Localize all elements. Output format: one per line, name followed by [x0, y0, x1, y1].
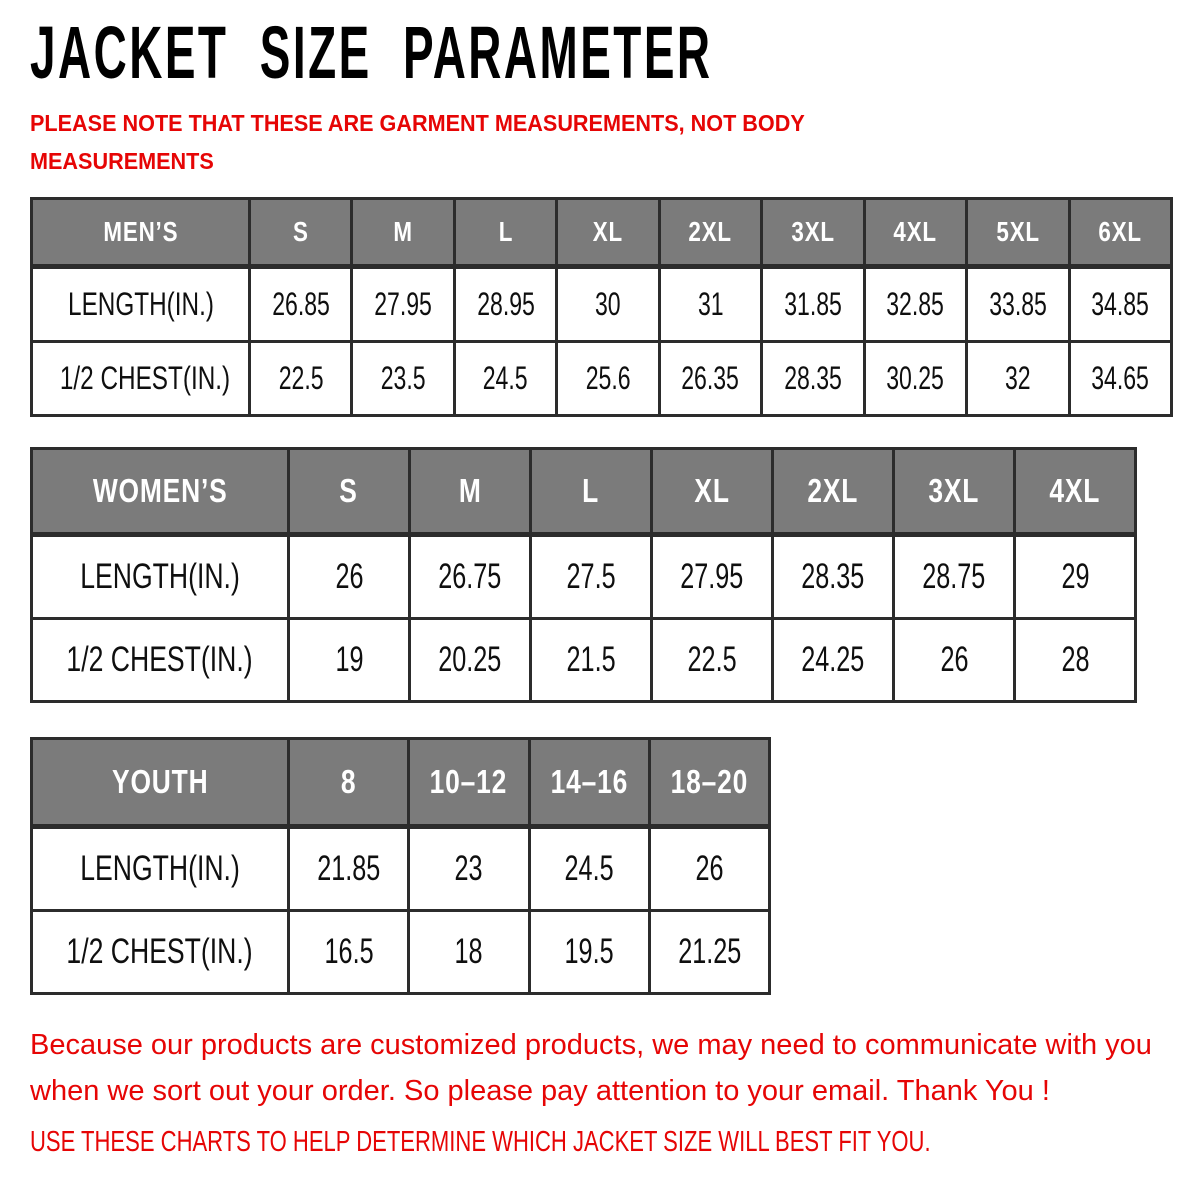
value-cell: [289, 827, 409, 911]
size-header-cell: [1069, 199, 1172, 267]
row-label-cell: [32, 911, 289, 994]
measurement-value: 34.65: [1091, 360, 1150, 396]
measurement-value: 24.5: [483, 360, 529, 396]
measurement-value: 32: [1004, 360, 1031, 396]
size-header-label: 3XL: [928, 472, 980, 509]
value-cell: [659, 342, 761, 416]
measurement-row: [32, 911, 770, 994]
value-cell: [773, 535, 894, 619]
measurement-value: 25.6: [585, 360, 631, 396]
measurement-value: 16.5: [324, 932, 374, 971]
size-header-label: 10–12: [430, 763, 508, 800]
measurement-value: 20.25: [438, 640, 502, 679]
size-header-cell: [773, 449, 894, 535]
row-label-cell: [32, 267, 250, 342]
value-cell: [652, 535, 773, 619]
measurement-row: [32, 535, 1136, 619]
size-header-cell: [289, 739, 409, 827]
value-cell: [289, 911, 409, 994]
header-row: [32, 199, 1172, 267]
table-group-cell: [32, 449, 289, 535]
value-cell: [894, 619, 1015, 702]
value-cell: [894, 535, 1015, 619]
size-table-youth: [30, 737, 771, 995]
value-cell: [454, 342, 556, 416]
measurement-value: 26.75: [438, 557, 502, 596]
value-cell: [864, 342, 966, 416]
size-header-cell: [1015, 449, 1136, 535]
size-header-label: L: [582, 472, 600, 509]
value-cell: [1069, 267, 1172, 342]
value-cell: [409, 911, 529, 994]
value-cell: [652, 619, 773, 702]
size-header-cell: [864, 199, 966, 267]
size-header-cell: [894, 449, 1015, 535]
measurement-value: 33.85: [988, 286, 1047, 322]
value-cell: [773, 619, 894, 702]
value-cell: [1069, 342, 1172, 416]
size-header-cell: [409, 739, 529, 827]
measurement-row: [32, 267, 1172, 342]
measurement-value: 30: [595, 286, 621, 322]
measurement-value: 26: [695, 849, 724, 888]
measurement-row: [32, 342, 1172, 416]
value-cell: [762, 267, 864, 342]
size-header-cell: [250, 199, 352, 267]
size-header-label: 4XL: [893, 216, 938, 247]
page-title: JACKET SIZE PARAMETER: [30, 11, 713, 94]
row-label: 1/2 CHEST(IN.): [59, 360, 231, 396]
size-header-label: M: [393, 216, 413, 247]
size-header-cell: [352, 199, 454, 267]
row-label: 1/2 CHEST(IN.): [66, 640, 254, 679]
table-group-label: YOUTH: [111, 763, 209, 800]
value-cell: [649, 911, 769, 994]
value-cell: [659, 267, 761, 342]
youth-size-table-section: [30, 737, 771, 995]
measurement-value: 28.35: [801, 557, 865, 596]
measurement-value: 28.75: [922, 557, 986, 596]
measurement-value: 21.5: [566, 640, 616, 679]
value-cell: [762, 342, 864, 416]
size-header-cell: [652, 449, 773, 535]
size-header-label: 3XL: [791, 216, 835, 247]
size-header-cell: [410, 449, 531, 535]
size-table-womens: [30, 447, 1137, 703]
measurement-value: 28: [1060, 640, 1090, 679]
value-cell: [1015, 535, 1136, 619]
size-header-label: 4XL: [1049, 472, 1101, 509]
row-label-cell: [32, 827, 289, 911]
table-group-cell: [32, 199, 250, 267]
row-label-cell: [32, 535, 289, 619]
measurement-value: 24.25: [801, 640, 865, 679]
value-cell: [250, 267, 352, 342]
size-header-label: XL: [592, 216, 624, 247]
value-cell: [352, 267, 454, 342]
value-cell: [454, 267, 556, 342]
measurement-value: 26: [334, 557, 364, 596]
size-header-label: S: [339, 472, 359, 509]
value-cell: [531, 619, 652, 702]
size-header-cell: [649, 739, 769, 827]
measurement-value: 29: [1060, 557, 1090, 596]
value-cell: [529, 911, 649, 994]
measurement-value: 19.5: [564, 932, 614, 971]
size-header-cell: [531, 449, 652, 535]
measurement-value: 22.5: [278, 360, 324, 396]
row-label: LENGTH(IN.): [80, 557, 240, 596]
value-cell: [250, 342, 352, 416]
value-cell: [529, 827, 649, 911]
size-header-label: L: [498, 216, 513, 247]
measurement-value: 28.35: [784, 360, 842, 396]
value-cell: [531, 535, 652, 619]
size-header-label: 5XL: [996, 216, 1040, 247]
size-table-mens: [30, 197, 1173, 417]
size-header-label: 8: [340, 763, 357, 800]
value-cell: [864, 267, 966, 342]
value-cell: [410, 535, 531, 619]
row-label: LENGTH(IN.): [67, 286, 214, 322]
measurement-value: 23.5: [380, 360, 426, 396]
measurement-value: 27.5: [566, 557, 616, 596]
measurement-value: 34.85: [1091, 286, 1150, 322]
womens-size-table-section: [30, 447, 1137, 703]
measurement-value: 32.85: [886, 286, 945, 322]
size-header-cell: [557, 199, 659, 267]
row-label-cell: [32, 342, 250, 416]
value-cell: [289, 535, 410, 619]
measurement-value: 31.85: [784, 286, 842, 322]
measurement-value: 21.85: [317, 849, 381, 888]
size-header-cell: [762, 199, 864, 267]
measurement-value: 27.95: [374, 286, 432, 322]
size-header-label: 14–16: [550, 763, 628, 800]
header-row: [32, 449, 1136, 535]
measurement-value: 22.5: [687, 640, 737, 679]
value-cell: [557, 342, 659, 416]
table-group-label: WOMEN’S: [92, 472, 228, 509]
value-cell: [409, 827, 529, 911]
measurement-row: [32, 619, 1136, 702]
size-header-cell: [289, 449, 410, 535]
size-header-label: 6XL: [1098, 216, 1142, 247]
header-row: [32, 739, 770, 827]
customization-notice: Because our products are customized products, we may need to communicate with you when we sort out your order. So please pay attention to your email. Thank You !: [30, 1029, 1152, 1107]
value-cell: [410, 619, 531, 702]
size-header-label: 2XL: [688, 216, 733, 247]
row-label: 1/2 CHEST(IN.): [66, 932, 254, 971]
value-cell: [967, 267, 1069, 342]
value-cell: [289, 619, 410, 702]
size-header-cell: [454, 199, 556, 267]
value-cell: [557, 267, 659, 342]
value-cell: [1015, 619, 1136, 702]
measurement-value: 21.25: [677, 932, 741, 971]
size-header-label: 2XL: [807, 472, 859, 509]
measurement-value: 30.25: [886, 360, 945, 396]
measurement-value: 31: [697, 286, 724, 322]
measurement-value: 27.95: [680, 557, 744, 596]
value-cell: [967, 342, 1069, 416]
garment-measurement-note: PLEASE NOTE THAT THESE ARE GARMENT MEASUREMENTS, NOT BODY MEASUREMENTS: [30, 110, 805, 174]
measurement-value: 26.85: [271, 286, 330, 322]
size-header-label: 18–20: [670, 763, 749, 800]
size-header-label: XL: [694, 472, 730, 509]
size-header-cell: [659, 199, 761, 267]
value-cell: [649, 827, 769, 911]
measurement-value: 18: [454, 932, 483, 971]
measurement-value: 23: [454, 849, 483, 888]
fit-advice-line: USE THESE CHARTS TO HELP DETERMINE WHICH JACKET SIZE WILL BEST FIT YOU.: [30, 1126, 931, 1158]
table-group-label: MEN’S: [103, 216, 178, 247]
measurement-value: 24.5: [564, 849, 614, 888]
measurement-value: 26: [939, 640, 969, 679]
table-group-cell: [32, 739, 289, 827]
size-header-cell: [967, 199, 1069, 267]
row-label-cell: [32, 619, 289, 702]
size-header-label: M: [458, 472, 482, 509]
measurement-value: 19: [334, 640, 364, 679]
measurement-value: 28.95: [476, 286, 535, 322]
size-header-label: S: [292, 216, 309, 247]
size-header-cell: [529, 739, 649, 827]
mens-size-table-section: [30, 197, 1173, 417]
row-label: LENGTH(IN.): [80, 849, 240, 888]
measurement-value: 26.35: [681, 360, 740, 396]
measurement-row: [32, 827, 770, 911]
value-cell: [352, 342, 454, 416]
